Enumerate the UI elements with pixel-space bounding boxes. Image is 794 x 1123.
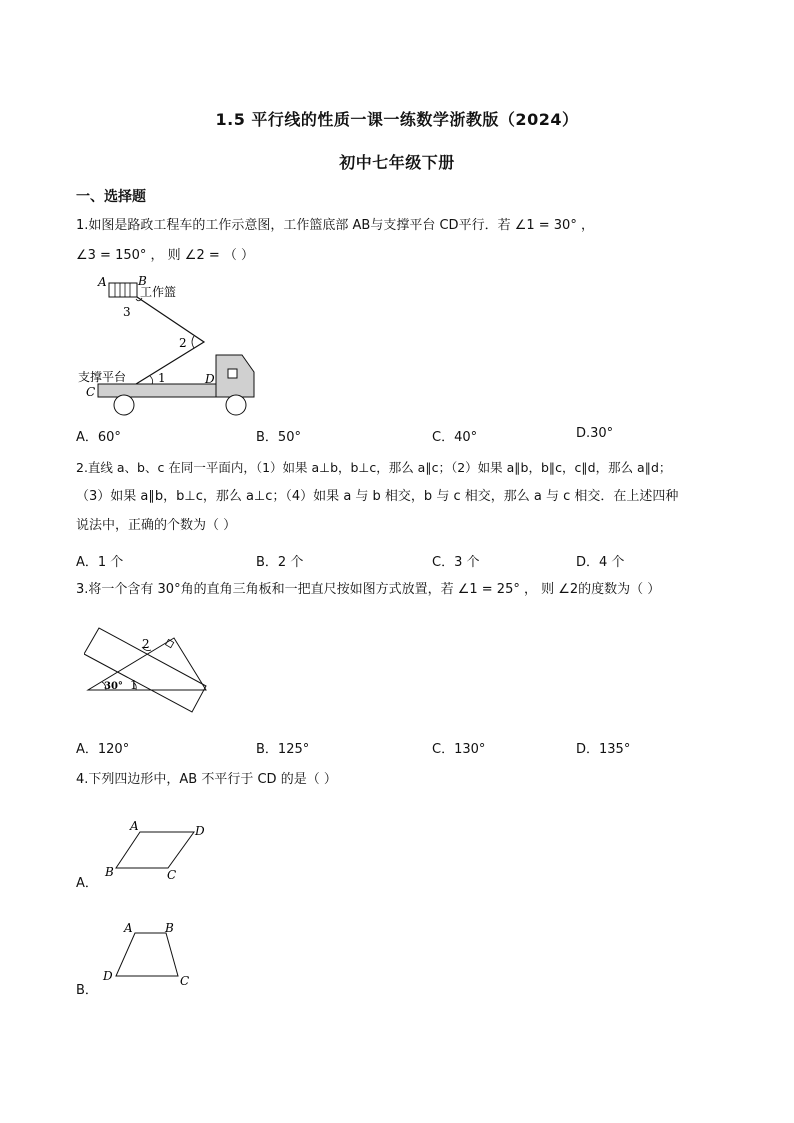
q3-figure bbox=[84, 622, 214, 714]
lift-arm bbox=[136, 297, 204, 384]
label-A: A bbox=[124, 921, 133, 935]
parallelogram-shape bbox=[116, 832, 194, 868]
label-D: D bbox=[103, 969, 113, 983]
label-30-degree: 30° bbox=[104, 681, 123, 692]
label-D: D bbox=[205, 372, 215, 386]
q1-text-line2: ∠3 = 150° ， 则 ∠2 = （ ） bbox=[76, 248, 255, 263]
q2-option-a[interactable]: A．1 个 bbox=[76, 555, 124, 570]
q4-option-a-label[interactable]: A． bbox=[76, 876, 98, 891]
page-subtitle: 初中七年级下册 bbox=[339, 153, 455, 172]
label-B: B bbox=[138, 274, 147, 288]
page-title: 1.5 平行线的性质一课一练数学浙教版（2024） bbox=[215, 110, 579, 129]
label-angle-1: 1 bbox=[130, 678, 138, 692]
label-angle-3: 3 bbox=[123, 305, 131, 319]
q3-option-a[interactable]: A．120° bbox=[76, 742, 130, 757]
q4-text-line1: 4.下列四边形中，AB 不平行于 CD 的是（ ） bbox=[76, 772, 337, 787]
platform-bar bbox=[98, 384, 216, 397]
label-platform: 支撑平台 bbox=[78, 370, 127, 384]
label-C: C bbox=[167, 868, 177, 882]
label-D: D bbox=[195, 824, 205, 838]
q3-option-d[interactable]: D．135° bbox=[576, 742, 631, 757]
label-B: B bbox=[105, 865, 114, 879]
basket-shape bbox=[109, 283, 137, 297]
q2-option-b[interactable]: B．2 个 bbox=[256, 555, 304, 570]
cab-window bbox=[228, 369, 237, 378]
q4-option-b-figure[interactable] bbox=[100, 918, 200, 990]
label-A: A bbox=[130, 819, 139, 833]
label-basket: 工作篮 bbox=[140, 285, 177, 299]
q3-option-c[interactable]: C．130° bbox=[432, 742, 486, 757]
wheel-front bbox=[226, 395, 246, 415]
q2-text-line3: 说法中，正确的个数为（ ） bbox=[76, 518, 237, 533]
q1-option-c[interactable]: C．40° bbox=[432, 430, 478, 445]
q4-option-b-label[interactable]: B． bbox=[76, 983, 98, 998]
q2-option-d[interactable]: D．4 个 bbox=[576, 555, 625, 570]
q4-option-a-figure[interactable] bbox=[100, 818, 210, 884]
q3-text-line1: 3.将一个含有 30°角的直角三角板和一把直尺按如图方式放置，若 ∠1 = 25° ， 则 ∠2的度数为（ ） bbox=[76, 582, 661, 597]
label-angle-1: 1 bbox=[158, 371, 166, 385]
q2-text-line1: 2.直线 a、b、c 在同一平面内，（1）如果 a⊥b，b⊥c，那么 a∥c；（2）如果 a∥b，b∥c，c∥d，那么 a∥d； bbox=[76, 460, 672, 475]
label-C: C bbox=[86, 385, 96, 399]
label-angle-2: 2 bbox=[179, 336, 187, 350]
label-A: A bbox=[98, 275, 107, 289]
q1-text-line1: 1.如图是路政工程车的工作示意图，工作篮底部 AB与支撑平台 CD平行．若 ∠1 = 30° ， bbox=[76, 218, 594, 233]
section-heading: 一、选择题 bbox=[76, 189, 146, 205]
trapezoid-shape bbox=[116, 933, 178, 976]
q1-figure bbox=[76, 272, 266, 417]
label-angle-2: 2 bbox=[142, 637, 150, 651]
q3-option-b[interactable]: B．125° bbox=[256, 742, 310, 757]
q1-option-d[interactable]: D.30° bbox=[576, 426, 614, 441]
q1-option-b[interactable]: B．50° bbox=[256, 430, 301, 445]
q2-option-c[interactable]: C．3 个 bbox=[432, 555, 480, 570]
label-B: B bbox=[165, 921, 174, 935]
q1-option-a[interactable]: A．60° bbox=[76, 430, 121, 445]
q2-text-line2: （3）如果 a∥b，b⊥c，那么 a⊥c；（4）如果 a 与 b 相交，b 与 c 相交，那么 a 与 c 相交．在上述四种 bbox=[76, 489, 679, 504]
wheel-rear bbox=[114, 395, 134, 415]
label-C: C bbox=[180, 974, 190, 988]
